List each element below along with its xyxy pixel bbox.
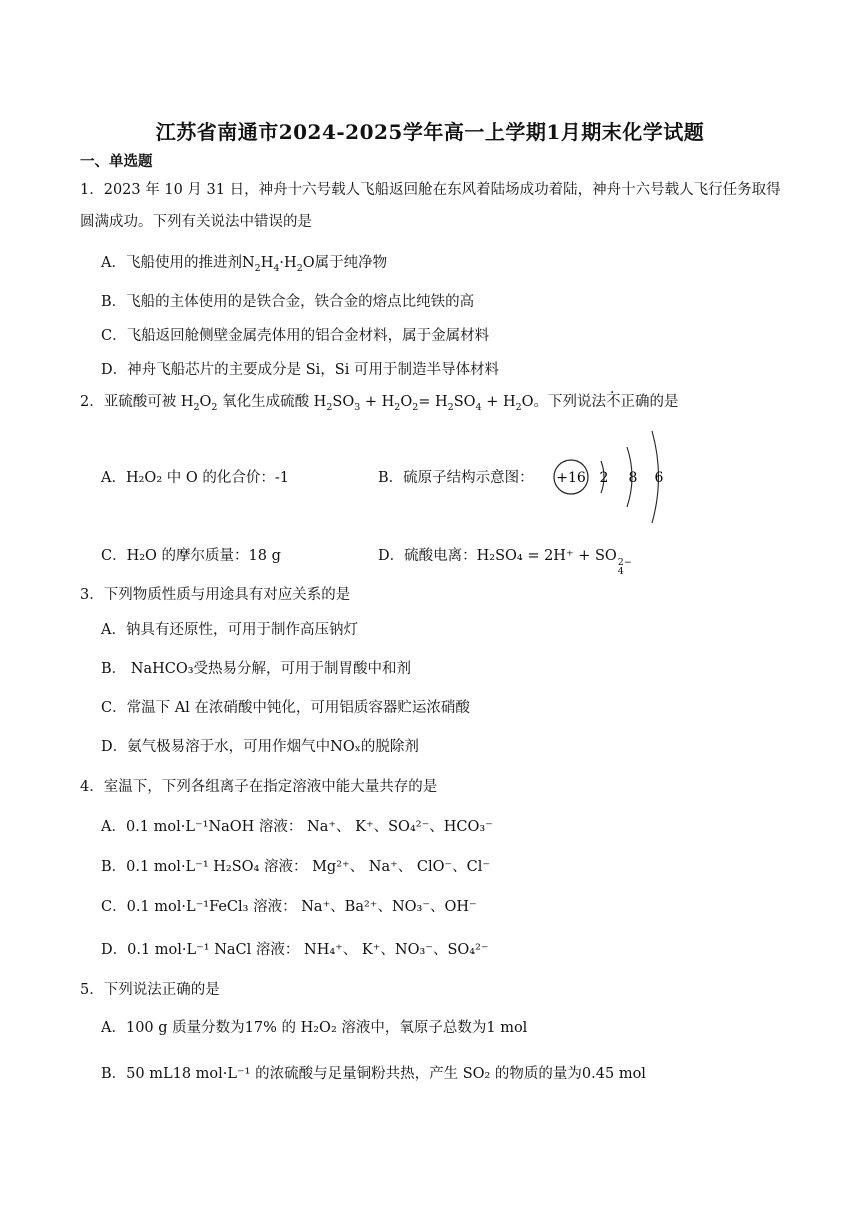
nucleus-charge: +16 [556, 470, 586, 486]
q3-option-d-formula: NOₓ [330, 739, 361, 755]
q3-option-d [101, 737, 419, 757]
q2-option-b-label: B．硫原子结构示意图： [378, 470, 534, 486]
q2-option-d: D．硫酸电离：H₂SO₄ = 2H⁺ + SO 2− 4 [378, 548, 632, 577]
q5-option-b: B．50 mL18 mol·L⁻¹ 的浓硫酸与足量铜粉共热，产生 SO₂ 的物质的量为0.45 mol [101, 1066, 646, 1082]
q3-option-d-prefix: D．氨气极易溶于水，可用作烟气中 [101, 739, 331, 755]
shell-electrons-2: 8 [628, 470, 638, 486]
q4-option-b: B．0.1 mol·L⁻¹ H₂SO₄ 溶液： Mg²⁺、 Na⁺、 ClO⁻、Cl⁻ [101, 859, 491, 875]
q1-option-c: C．飞船返回舱侧壁金属壳体用的铝合金材料，属于金属材料 [101, 328, 490, 344]
q2-stem-part1: 2．亚硫酸可被 H [80, 394, 194, 410]
q1-option-a-suffix: 属于纯净物 [314, 255, 388, 271]
q1-option-a-formula: $N_2H_4\cdot H_2O$ [241, 255, 315, 274]
q3-option-b [101, 659, 411, 679]
q1-stem-line2: 圆满成功。下列有关说法中错误的是 [80, 214, 312, 230]
q2-stem: 2．亚硫酸可被 $H_2O_2$ 氧化生成硫酸 $H_2SO_3 + H_2O_2= H_2SO_4 + H_2O$。下列说法不正确的是 [80, 394, 679, 413]
q2-option-d-text: D．硫酸电离：H₂SO₄ = 2H⁺ + SO [378, 548, 617, 564]
q1-stem-line1: 1．2023 年 10 月 31 日，神舟十六号载人飞船返回舱在东风着陆场成功着陆，神舟十六号载人飞行任务取得 [80, 182, 781, 198]
shell-electrons-1: 2 [599, 470, 609, 486]
q2-option-a: A．H₂O₂ 中 O 的化合价：-1 [101, 470, 289, 486]
sulfur-atom-structure-diagram [545, 425, 675, 525]
q3-option-b-formula: NaHCO₃ [130, 661, 194, 677]
q3-option-b-prefix: B． [101, 661, 127, 677]
q4-option-d: D．0.1 mol·L⁻¹ NaCl 溶液： NH₄⁺、 K⁺、NO₃⁻、SO₄²⁻ [101, 942, 489, 958]
q3-stem: 3．下列物质性质与用途具有对应关系的是 [80, 587, 351, 603]
q3-option-c: C．常温下 Al 在浓硝酸中钝化，可用铝质容器贮运浓硝酸 [101, 700, 470, 716]
q4-option-a: A．0.1 mol·L⁻¹NaOH 溶液： Na⁺、 K⁺、SO₄²⁻、HCO₃⁻ [101, 819, 493, 835]
q4-option-c: C．0.1 mol·L⁻¹FeCl₃ 溶液： Na⁺、Ba²⁺、NO₃⁻、OH⁻ [101, 899, 477, 915]
q5-option-a: A．100 g 质量分数为17% 的 H₂O₂ 溶液中，氧原子总数为1 mol [101, 1020, 528, 1036]
q2-option-c: C．H₂O 的摩尔质量：18 g [101, 548, 281, 564]
q3-option-d-suffix: 的脱除剂 [360, 739, 419, 755]
q4-stem: 4．室温下，下列各组离子在指定溶液中能大量共存的是 [80, 779, 438, 795]
q1-option-d: D．神舟飞船芯片的主要成分是 Si，Si 可用于制造半导体材料 [101, 362, 499, 378]
page-title: 江苏省南通市2024-2025学年高一上学期1月期末化学试题 [155, 120, 705, 144]
q2-stem-part2: 氧化生成硫酸 H [222, 394, 327, 410]
shell-electrons-3: 6 [654, 470, 664, 486]
q2-stem-part3: 。下列说法 [533, 394, 607, 410]
q5-stem: 5．下列说法正确的是 [80, 982, 220, 998]
q1-option-a [101, 253, 387, 273]
q3-option-b-suffix: 受热易分解，可用于制胃酸中和剂 [193, 661, 412, 677]
q1-option-a-prefix: A．飞船使用的推进剂 [101, 255, 242, 271]
q3-option-a: A．钠具有还原性，可用于制作高压钠灯 [101, 622, 358, 638]
q2-stem-emphasis: 不 [606, 394, 621, 410]
q1-option-b: B．飞船的主体使用的是铁合金，铁合金的熔点比纯铁的高 [101, 294, 475, 310]
section-heading: 一、单选题 [80, 153, 153, 170]
q2-stem-part4: 正确的是 [620, 394, 679, 410]
